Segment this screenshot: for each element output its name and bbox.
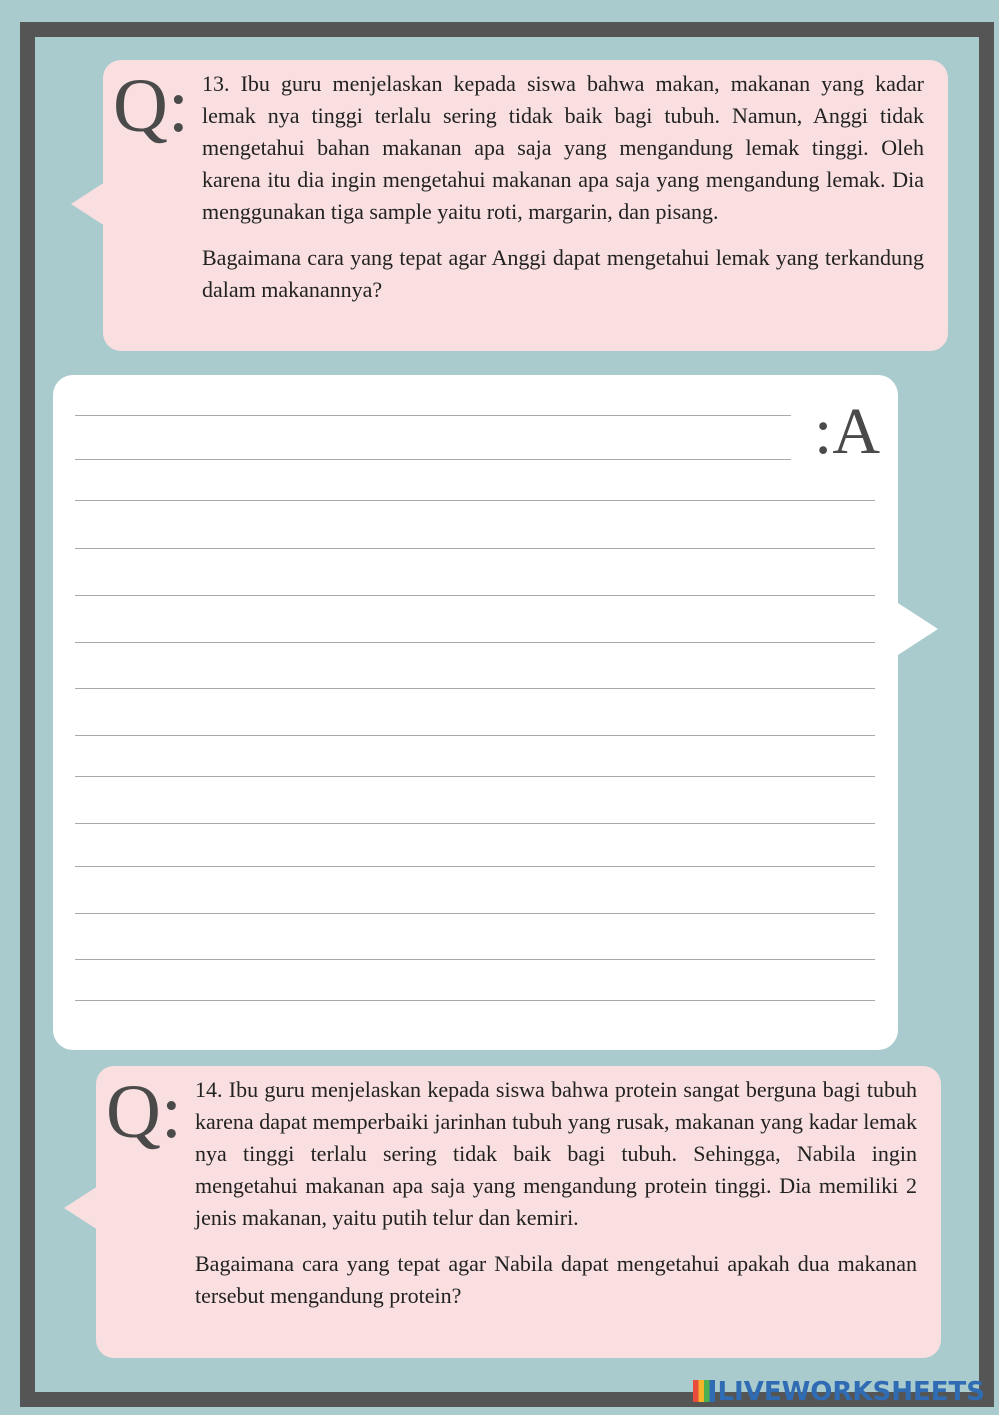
question-14-paragraph-2: Bagaimana cara yang tepat agar Nabila dapat mengetahui apakah dua makanan tersebut mengandung protein? <box>195 1251 917 1308</box>
question-14-bubble <box>96 1066 941 1358</box>
answer-line[interactable] <box>75 642 875 643</box>
bubble-tail <box>64 1186 98 1230</box>
question-13-paragraph-2: Bagaimana cara yang tepat agar Anggi dapat mengetahui lemak yang terkandung dalam makanannya? <box>202 245 924 302</box>
answer-line[interactable] <box>75 500 875 501</box>
answer-area[interactable] <box>53 375 898 1050</box>
liveworksheets-logo-icon <box>693 1380 715 1402</box>
liveworksheets-logo <box>693 1377 985 1407</box>
answer-line[interactable] <box>75 913 875 914</box>
answer-marker: :A <box>814 395 880 468</box>
answer-line[interactable] <box>75 459 791 460</box>
answer-line[interactable] <box>75 866 875 867</box>
question-13-text <box>202 68 924 320</box>
answer-line[interactable] <box>75 415 791 416</box>
question-marker: Q: <box>106 1070 182 1154</box>
answer-line[interactable] <box>75 823 875 824</box>
answer-line[interactable] <box>75 1000 875 1001</box>
answer-line[interactable] <box>75 548 875 549</box>
question-14-text <box>195 1074 917 1326</box>
answer-bubble-tail <box>898 603 938 655</box>
question-marker: Q: <box>113 64 189 148</box>
answer-line[interactable] <box>75 735 875 736</box>
answer-line[interactable] <box>75 776 875 777</box>
brand-text: LIVEWORKSHEETS <box>717 1377 985 1407</box>
question-13-paragraph-1: 13. Ibu guru menjelaskan kepada siswa bahwa makan, makanan yang kadar lemak nya tinggi terlalu sering tidak baik bagi tubuh. Namun, Anggi tidak mengetahui bahan makanan apa saja yang mengandung lemak tinggi. Oleh karena itu dia ingin mengetahui makanan apa saja yang mengandung lemak. Dia menggunakan tiga sample yaitu roti, margarin, dan pisang. <box>202 71 924 224</box>
bubble-tail <box>71 182 105 226</box>
answer-line[interactable] <box>75 959 875 960</box>
answer-line[interactable] <box>75 595 875 596</box>
question-14-paragraph-1: 14. Ibu guru menjelaskan kepada siswa bahwa protein sangat berguna bagi tubuh karena dapat memperbaiki jarinhan tubuh yang rusak, makanan yang kadar lemak nya tinggi terlalu sering tidak baik bagi tubuh. Sehingga, Nabila ingin mengetahui makanan apa saja yang mengandung protein tinggi. Dia memiliki 2 jenis makanan, yaitu putih telur dan kemiri. <box>195 1077 917 1230</box>
answer-line[interactable] <box>75 688 875 689</box>
question-13-bubble <box>103 60 948 351</box>
